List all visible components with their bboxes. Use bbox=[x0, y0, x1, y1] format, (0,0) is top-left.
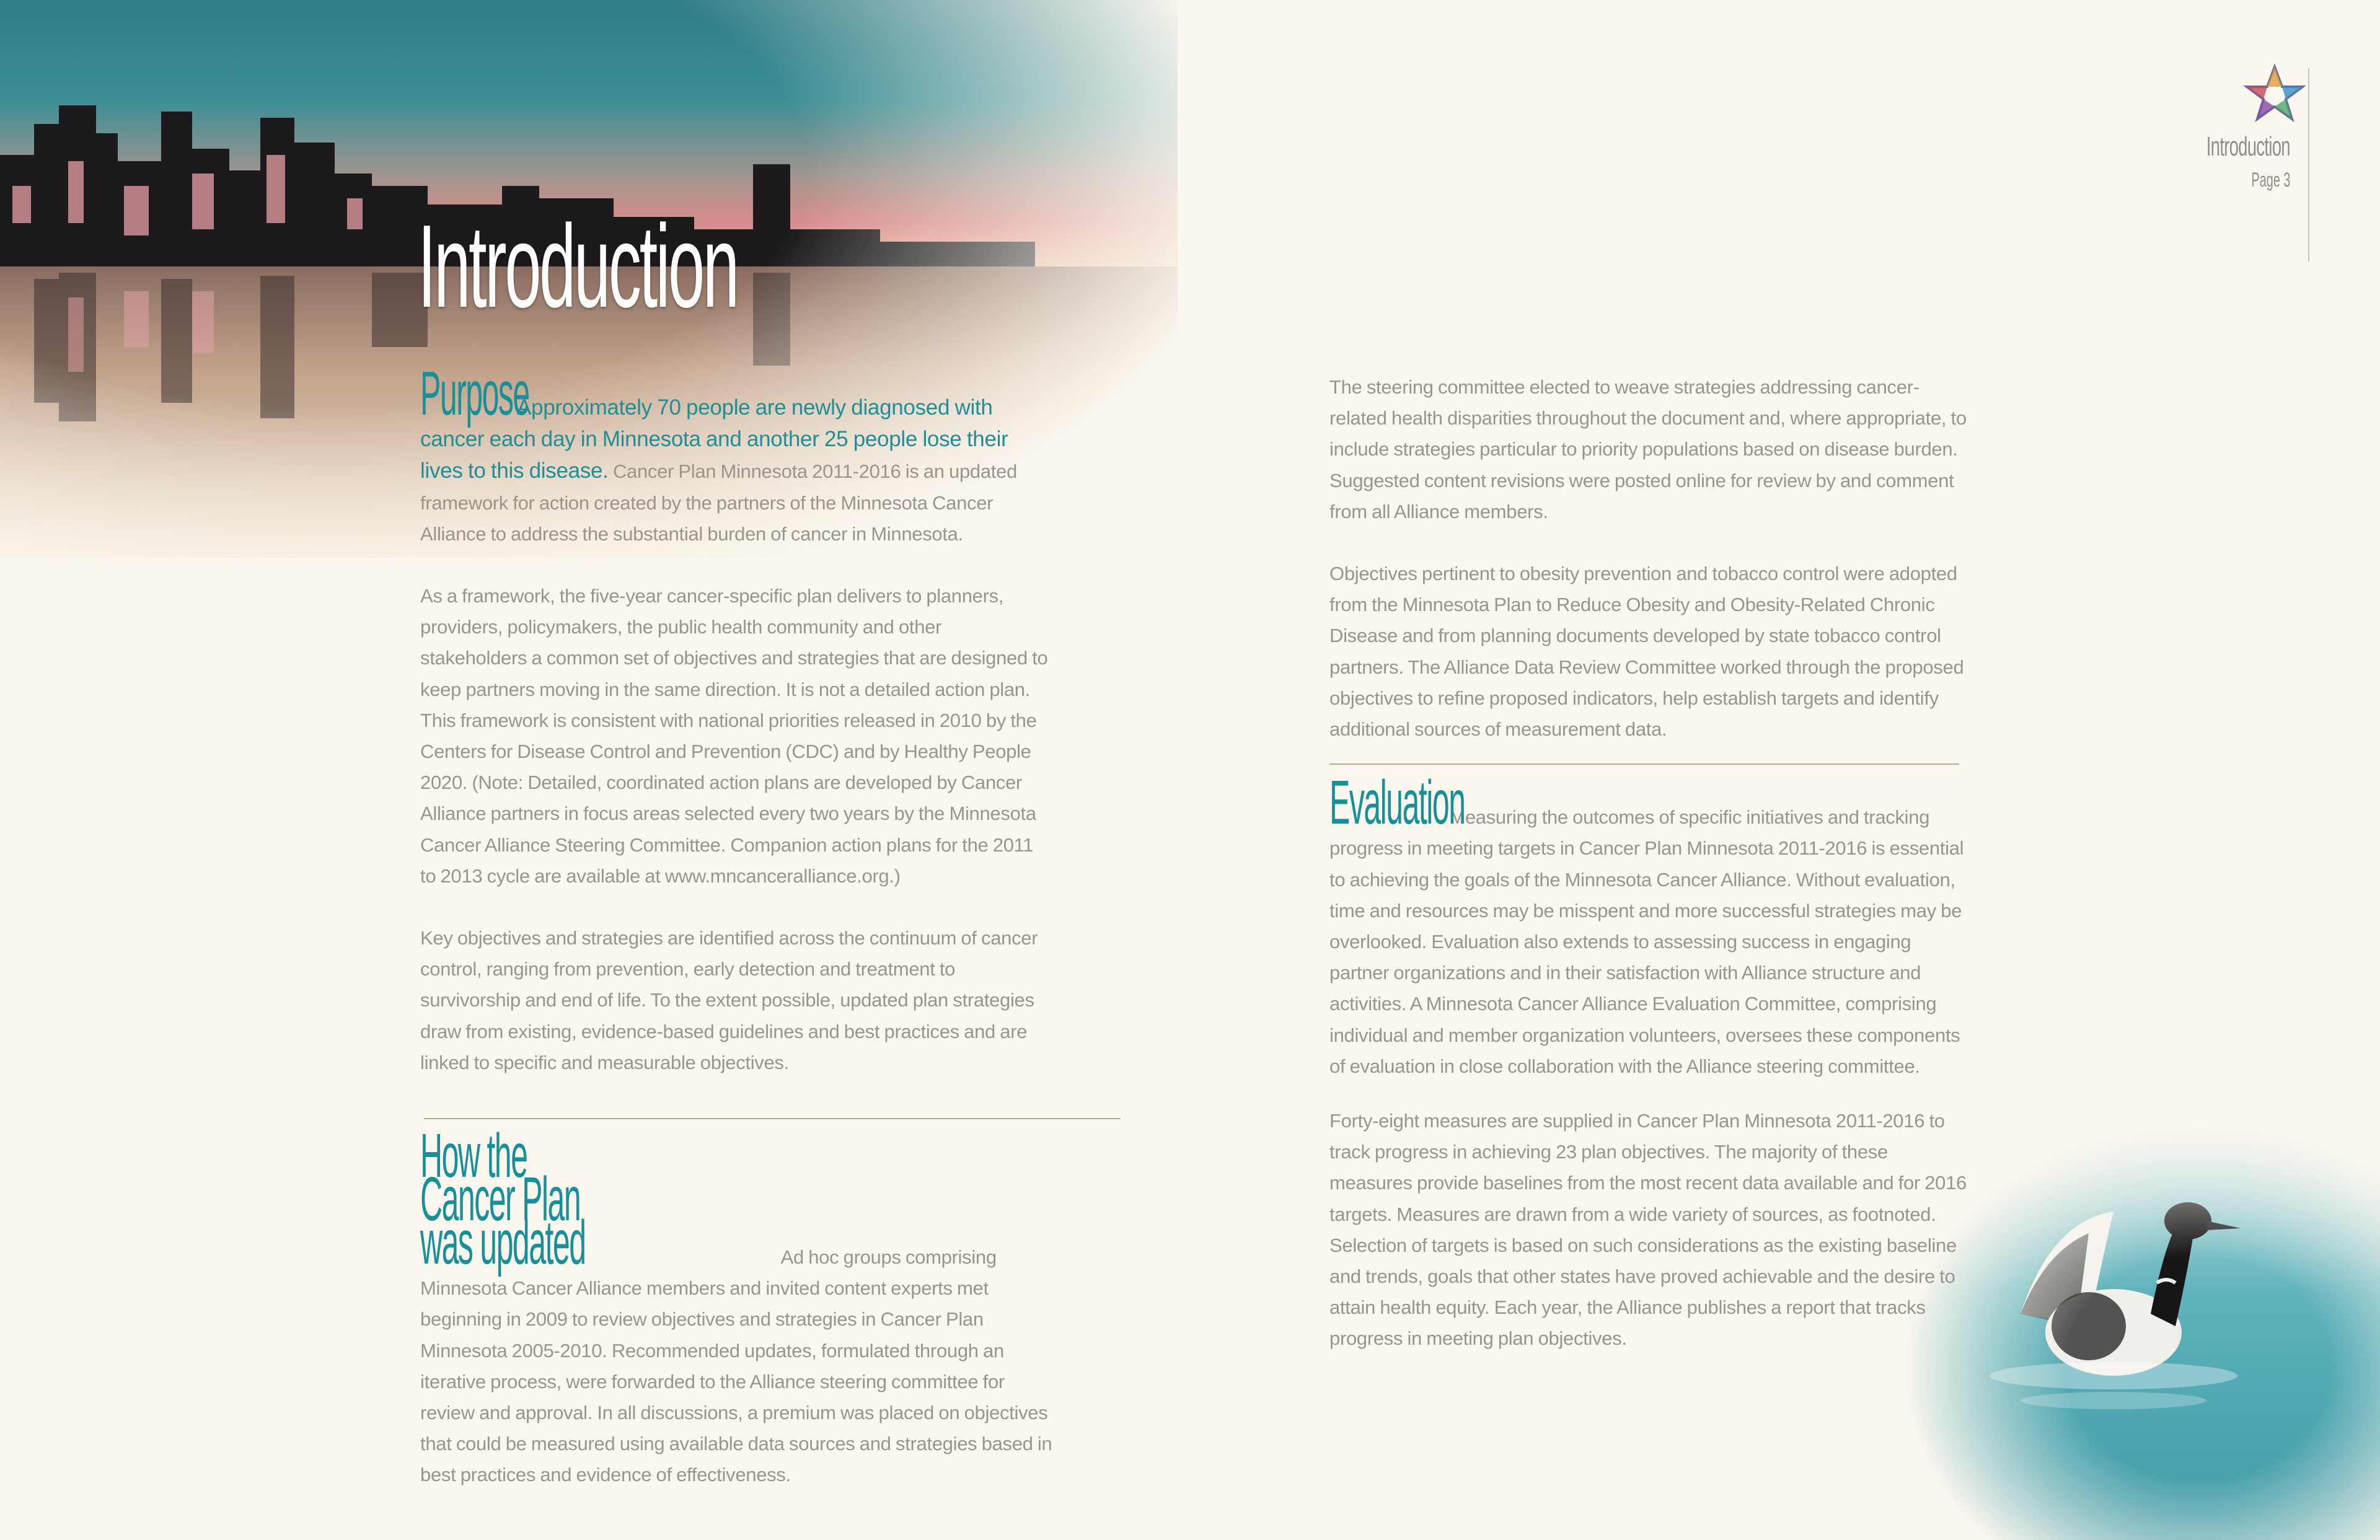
purpose-body-text: Cancer Plan Minnesota 2011-2016 is an updated framework for action created by the partners of the Minnesota Cancer Alliance to address the substantial burden of cancer in Minnesota. bbox=[420, 460, 1017, 545]
star-logo-icon bbox=[2244, 62, 2306, 124]
header-page-number: Page 3 bbox=[2251, 169, 2290, 191]
page-title: Introduction bbox=[418, 201, 738, 332]
disparities-paragraph: The steering committee elected to weave strategies addressing cancer-related health disparities throughout the document and, where appropriate, to include strategies particular to priority populations based on disease burden. Suggested content revisions were posted online for review by and comment from all Alliance members. bbox=[1329, 376, 1967, 522]
update-body-text: Ad hoc groups comprising Minnesota Cancer Alliance members and invited content experts met beginning in 2009 to review objectives and strategies in Cancer Plan Minnesota 2005-2010. Recommended updates, formulated through an iterative process, were forwarded to the Alliance steering committee for review and approval. In all discussions, a premium was placed on objectives that could be measured using available data sources and strategies based in best practices and evidence of effectiveness. bbox=[420, 1246, 1052, 1486]
purpose-heading: Purpose bbox=[420, 359, 529, 428]
header-divider bbox=[2308, 68, 2309, 262]
evaluation-heading: Evaluation bbox=[1329, 768, 1465, 838]
obesity-tobacco-paragraph: Objectives pertinent to obesity prevention and tobacco control were adopted from the Minnesota Plan to Reduce Obesity and Obesity-Related Chronic Disease and from planning documents developed by state tobacco control partners. The Alliance Data Review Committee worked through the proposed objectives to refine proposed indicators, help establish targets and identify additional sources of measurement data. bbox=[1329, 563, 1964, 741]
loon-image bbox=[1903, 1128, 2380, 1540]
header-section-label: Introduction bbox=[2206, 131, 2290, 162]
right-column bbox=[1329, 372, 1968, 1355]
update-heading: How the Cancer Plan was updated bbox=[420, 1121, 586, 1278]
evaluation-paragraph bbox=[1329, 768, 1968, 1082]
purpose-paragraph bbox=[420, 359, 1052, 550]
section-divider-right bbox=[1329, 763, 1959, 765]
framework-paragraph: As a framework, the five-year cancer-specific plan delivers to planners, providers, policymakers, the public health community and other stakeholders a common set of objectives and strategies that are designed to keep partners moving in the same direction. It is not a detailed action plan. This framework is consistent with national priorities released in 2010 by the Centers for Disease Control and Prevention (CDC) and by Healthy People 2020. (Note: Detailed, coordinated action plans are developed by Cancer Alliance partners in focus areas selected every two years by the Minnesota Cancer Alliance Steering Committee. Companion action plans for the 2011 to 2013 cycle are available at www.mncanceralliance.org.) bbox=[420, 585, 1048, 887]
section-divider-left bbox=[424, 1118, 1121, 1119]
update-paragraph bbox=[420, 1121, 1052, 1491]
left-column bbox=[420, 359, 1052, 1491]
evaluation-body-text: Measuring the outcomes of specific initiatives and tracking progress in meeting targets in Cancer Plan Minnesota 2011-2016 is essential to achieving the goals of the Minnesota Cancer Alliance. Without evaluation, time and resources may be misspent and more successful strategies may be overlooked. Evaluation also extends to assessing success in engaging partner organizations and in their satisfaction with Alliance structure and activities. A Minnesota Cancer Alliance Evaluation Committee, comprising individual and member organization volunteers, oversees these components of evaluation in close collaboration with the Alliance steering committee. bbox=[1329, 806, 1964, 1077]
objectives-paragraph: Key objectives and strategies are identified across the continuum of cancer control, ranging from prevention, early detection and treatment to survivorship and end of life. To the extent possible, updated plan strategies draw from existing, evidence-based guidelines and best practices and are linked to specific and measurable objectives. bbox=[420, 927, 1038, 1073]
measures-paragraph: Forty-eight measures are supplied in Cancer Plan Minnesota 2011-2016 to track progress in achieving 23 plan objectives. The majority of these measures provide baselines from the most recent data available and for 2016 targets. Measures are drawn from a wide variety of sources, as footnoted. Selection of targets is based on such considerations as the existing baseline and trends, goals that other states have proved achievable and the desire to attain health equity. Each year, the Alliance publishes a report that tracks progress in meeting plan objectives. bbox=[1329, 1110, 1967, 1350]
purpose-lead-text: Approximately 70 people are newly diagnosed with cancer each day in Minnesota and another 25 people lose their lives to this disease. bbox=[420, 395, 1008, 483]
